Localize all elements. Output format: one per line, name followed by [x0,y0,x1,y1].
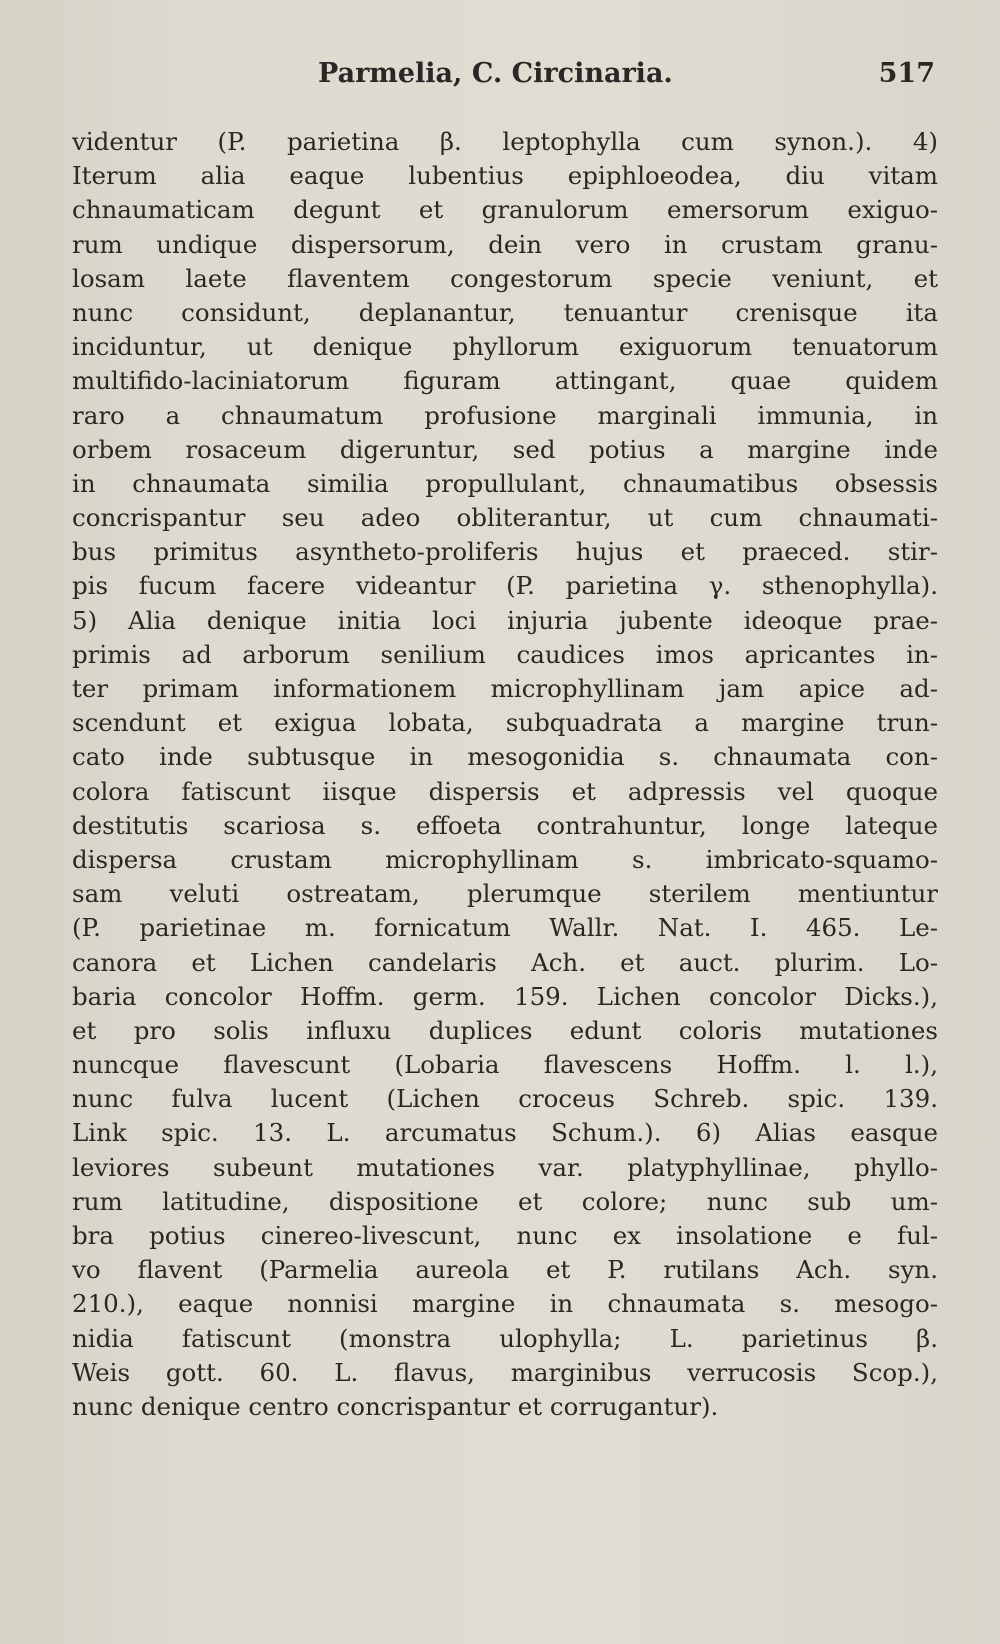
text-line: inciduntur, ut denique phyllorum exiguorum tenuatorum [72,332,938,362]
text-line: videntur (P. parietina β. leptophylla cum synon.). 4) [72,127,938,156]
text-line: pis fucum facere videantur (P. parietina γ. sthenophylla). [72,571,938,601]
text-line: orbem rosaceum digeruntur, sed potius a margine inde [72,434,938,464]
text-line: concrispantur seu adeo obliterantur, ut cum chnaumati- [72,503,938,533]
text-line: scendunt et exigua lobata, subquadrata a margine trun- [72,708,938,738]
running-title: Parmelia, C. Circinaria. [318,58,673,89]
text-line: baria concolor Hoffm. germ. 159. Lichen concolor Dicks.), [72,981,938,1011]
text-line: in chnaumata similia propullulant, chnaumatibus obsessis [72,468,938,498]
text-line: bus primitus asyntheto-proliferis hujus et praeced. stir- [72,537,938,567]
text-line: cato inde subtusque in mesogonidia s. chnaumata con- [72,742,938,772]
page-number: 517 [878,58,935,89]
text-line: 5) Alia denique initia loci injuria jubente ideoque prae- [72,605,938,635]
text-line: rum latitudine, dispositione et colore; nunc sub um- [72,1186,938,1216]
text-line: rum undique dispersorum, dein vero in crustam granu- [72,229,938,259]
text-line: nuncque flavescunt (Lobaria flavescens Hoffm. l. l.), [72,1050,938,1080]
text-line: nunc denique centro concrispantur et corrugantur). [72,1391,719,1421]
text-line: (P. parietinae m. fornicatum Wallr. Nat. I. 465. Le- [72,913,938,943]
text-line: destitutis scariosa s. effoeta contrahuntur, longe lateque [72,810,938,840]
text-line: Iterum alia eaque lubentius epiphloeodea, diu vitam [72,161,938,191]
text-line: losam laete flaventem congestorum specie veniunt, et [72,263,938,293]
text-line: ter primam informationem microphyllinam jam apice ad- [72,674,938,703]
text-line: multifido-laciniatorum figuram attingant, quae quidem [72,366,938,396]
text-line: sam veluti ostreatam, plerumque sterilem mentiuntur [72,879,938,909]
text-line: nunc fulva lucent (Lichen croceus Schreb. spic. 139. [72,1084,938,1114]
running-header [300,58,940,98]
text-line: raro a chnaumatum profusione marginali immunia, in [72,400,938,430]
text-line: bra potius cinereo-livescunt, nunc ex insolatione e ful- [72,1221,938,1250]
text-line: dispersa crustam microphyllinam s. imbricato-squamo- [72,844,938,874]
text-line: nidia fatiscunt (monstra ulophylla; L. parietinus β. [72,1323,938,1353]
text-line: 210.), eaque nonnisi margine in chnaumata s. mesogo- [72,1289,938,1319]
text-line: leviores subeunt mutationes var. platyphyllinae, phyllo- [72,1152,938,1182]
text-line: et pro solis influxu duplices edunt coloris mutationes [72,1015,938,1045]
body-text [72,125,938,1424]
text-line: colora fatiscunt iisque dispersis et adpressis vel quoque [72,776,938,806]
text-line: chnaumaticam degunt et granulorum emersorum exiguo- [72,195,938,225]
text-line: Weis gott. 60. L. flavus, marginibus verrucosis Scop.), [72,1357,938,1387]
text-line: nunc considunt, deplanantur, tenuantur crenisque ita [72,297,938,327]
text-line: canora et Lichen candelaris Ach. et auct. plurim. Lo- [72,947,938,977]
text-line: vo flavent (Parmelia aureola et P. rutilans Ach. syn. [72,1255,938,1285]
text-line: Link spic. 13. L. arcumatus Schum.). 6) Alias easque [72,1118,938,1148]
text-line: primis ad arborum senilium caudices imos apricantes in- [72,639,938,669]
